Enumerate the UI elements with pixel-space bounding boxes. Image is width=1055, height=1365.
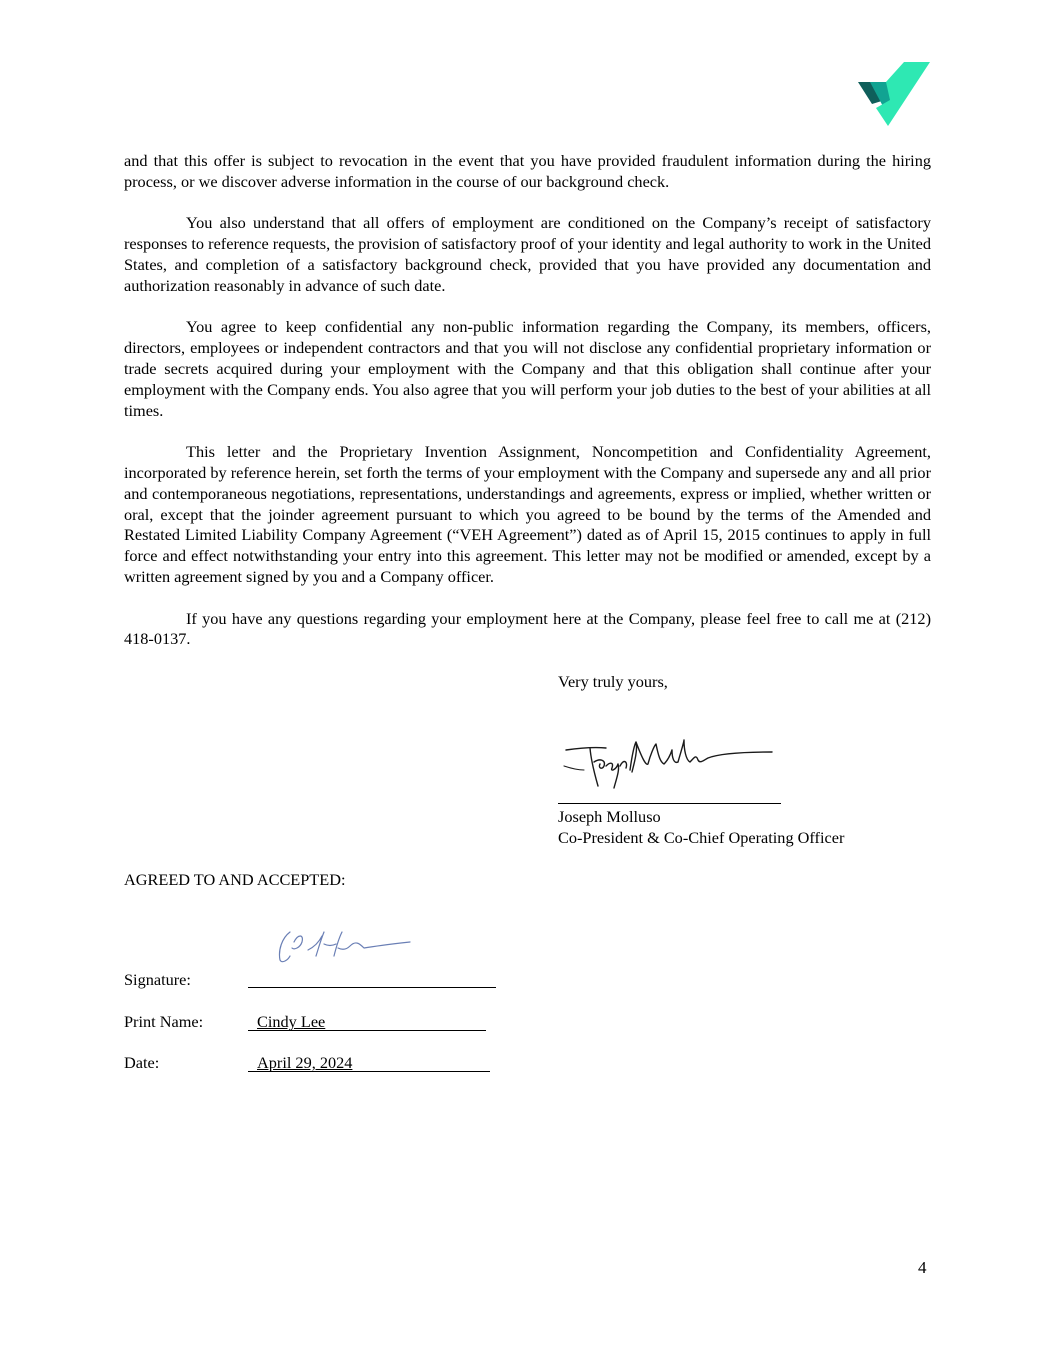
signer-title: Co-President & Co-Chief Operating Officer	[558, 828, 845, 847]
paragraph-contact: If you have any questions regarding your employment here at the Company, please feel free to call me at (212) 418-0137.	[124, 608, 931, 649]
signature-line-cindy	[248, 987, 496, 988]
teal-checkmark-logo-icon	[856, 60, 932, 128]
print-name-value: Cindy Lee	[257, 1012, 326, 1031]
paragraph-offer-revocation: and that this offer is subject to revocation in the event that you have provided fraudulent information during the hiring process, or we discover adverse information in the course of our background check.	[124, 151, 931, 191]
date-value: April 29, 2024	[257, 1053, 353, 1072]
signer-name: Joseph Molluso	[558, 807, 661, 826]
paragraph-entire-agreement: This letter and the Proprietary Invention Assignment, Noncompetition and Confidentiality Agreement, incorporated by reference herein, set forth the terms of your employment with the Company and supersede any and all prior and contemporaneous negotiations, representations, understandings and agreements, express or implied, whether written or oral, except that the joinder agreement pursuant to which you agreed to be bound by the terms of the Amended and Restated Limited Liability Company Agreement (“VEH Agreement”) dated as of April 15, 2015 continues to apply in full force and effect notwithstanding your entry into this agreement. This letter may not be modified or amended, except by a written agreement signed by you and a Company officer.	[124, 442, 931, 586]
closing-salutation: Very truly yours,	[558, 672, 668, 691]
paragraph-employment-conditions: You also understand that all offers of employment are conditioned on the Company’s receipt of satisfactory responses to reference requests, the provision of satisfactory proof of your identity and legal authority to work in the United States, and completion of a satisfactory background check, provided that you have provided any documentation and authorization reasonably in advance of such date.	[124, 213, 931, 295]
date-label: Date:	[124, 1053, 160, 1072]
acceptance-heading: AGREED TO AND ACCEPTED:	[124, 870, 346, 889]
print-name-label: Print Name:	[124, 1012, 204, 1031]
signature-cindy-lee	[272, 926, 414, 968]
signature-joseph-molluso	[560, 736, 778, 798]
signature-line-joseph	[558, 803, 781, 804]
paragraph-confidentiality: You agree to keep confidential any non-public information regarding the Company, its members, officers, directors, employees or independent contractors and that you will not disclose any confidential proprietary information or trade secrets acquired during your employment with the Company and that this obligation shall continue after your employment with the Company ends. You also agree that you will perform your job duties to the best of your abilities at all times.	[124, 317, 931, 420]
letter-body	[124, 151, 931, 671]
page-number: 4	[918, 1258, 927, 1277]
signature-label: Signature:	[124, 970, 191, 989]
